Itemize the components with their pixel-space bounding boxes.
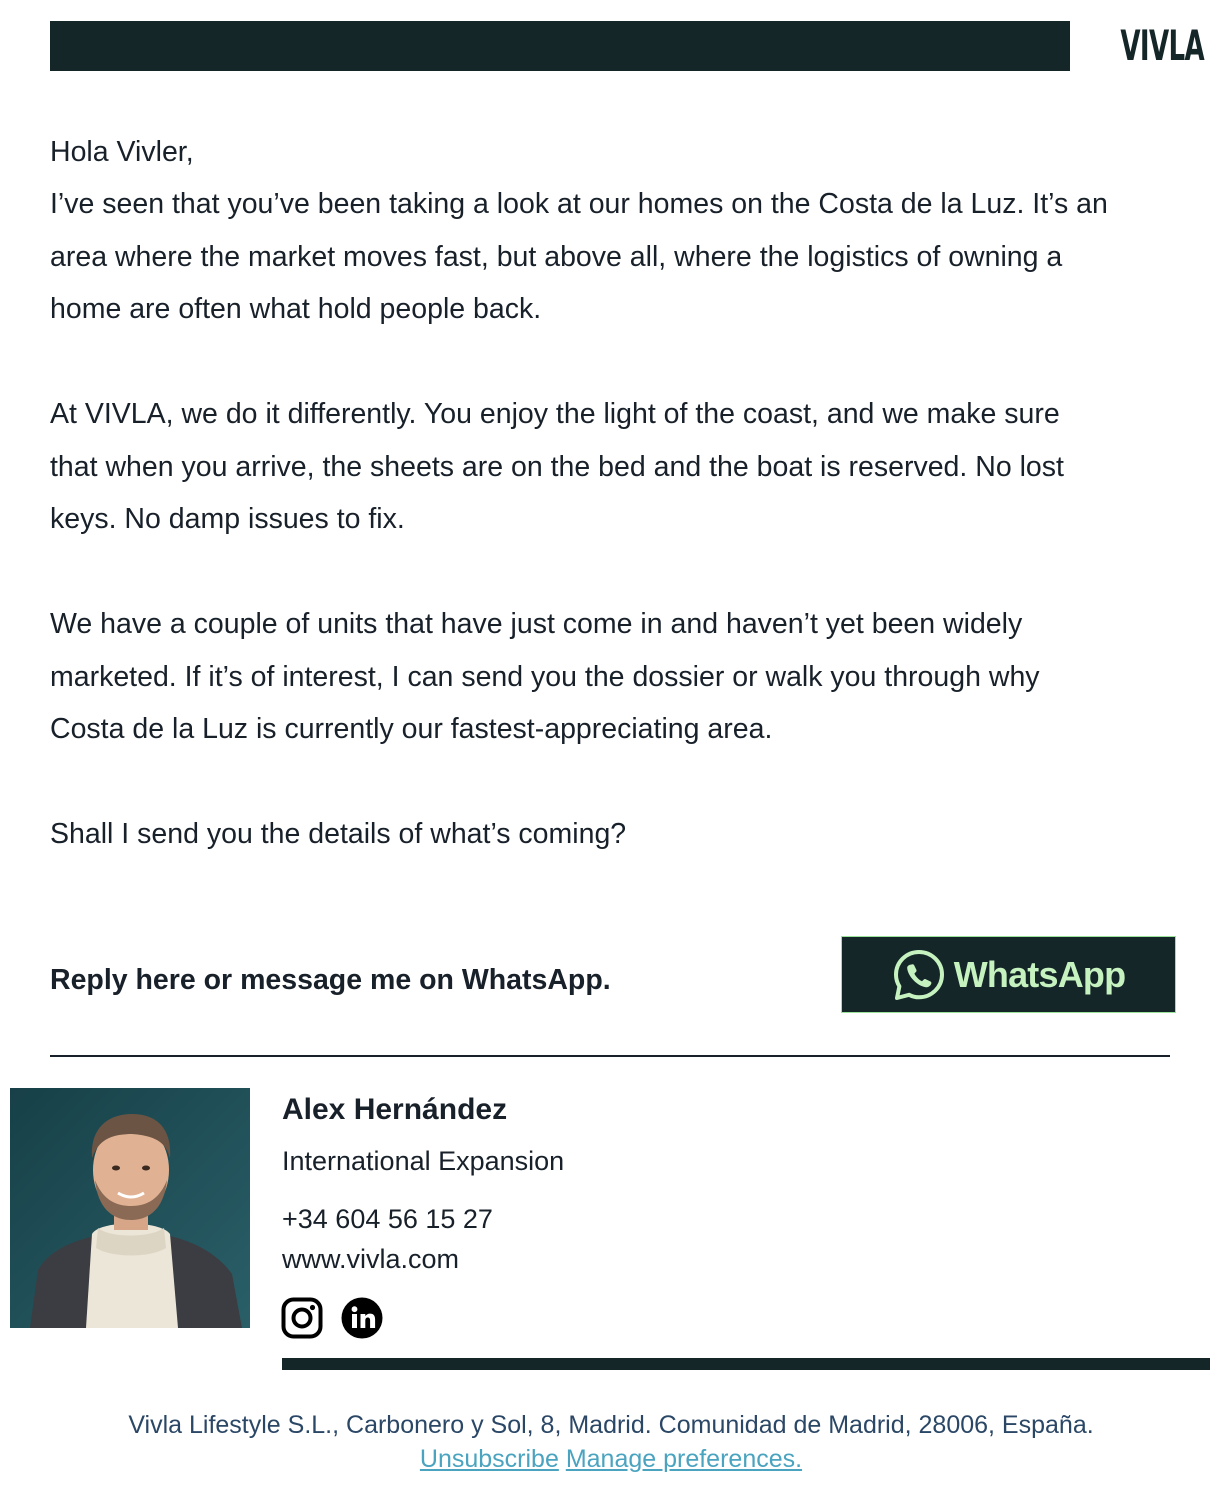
- paragraph-2-line-2: that when you arrive, the sheets are on the bed and the boat is reserved. No lost: [50, 451, 1064, 483]
- reply-cta-text: Reply here or message me on WhatsApp.: [50, 964, 611, 996]
- signature-accent-bar: [282, 1358, 1210, 1370]
- paragraph-2-line-1: At VIVLA, we do it differently. You enjoy the light of the coast, and we make sure: [50, 398, 1060, 430]
- paragraph-3-line-3: Costa de la Luz is currently our fastest-appreciating area.: [50, 713, 773, 745]
- header-bar: [50, 21, 1070, 71]
- signature-phone[interactable]: +34 604 56 15 27: [282, 1204, 493, 1234]
- whatsapp-button-label: WhatsApp: [953, 953, 1126, 995]
- avatar: [10, 1088, 250, 1328]
- signature-role: International Expansion: [282, 1146, 565, 1176]
- whatsapp-button[interactable]: [841, 936, 1176, 1013]
- whatsapp-icon: [892, 948, 946, 1002]
- paragraph-1-line-2: area where the market moves fast, but above all, where the logistics of owning a: [50, 241, 1063, 273]
- linkedin-icon[interactable]: [341, 1297, 383, 1339]
- instagram-icon[interactable]: [281, 1297, 323, 1339]
- vivla-logo[interactable]: VIVLA: [1120, 21, 1205, 70]
- paragraph-3-line-1: We have a couple of units that have just come in and haven’t yet been widely: [50, 608, 1023, 640]
- paragraph-1-line-1: I’ve seen that you’ve been taking a look at our homes on the Costa de la Luz. It’s an: [50, 188, 1108, 220]
- signature-divider: [50, 1055, 1170, 1057]
- signature-website-link[interactable]: www.vivla.com: [282, 1244, 460, 1274]
- closing-question: Shall I send you the details of what’s coming?: [50, 818, 627, 850]
- footer-address: Vivla Lifestyle S.L., Carbonero y Sol, 8, Madrid. Comunidad de Madrid, 28006, España.: [128, 1411, 1094, 1439]
- footer-links: [0, 1440, 1222, 1478]
- signature-name: Alex Hernández: [282, 1093, 508, 1126]
- paragraph-2-line-3: keys. No damp issues to fix.: [50, 503, 405, 535]
- unsubscribe-link[interactable]: Unsubscribe: [419, 1445, 559, 1473]
- greeting: Hola Vivler,: [50, 136, 194, 168]
- paragraph-3-line-2: marketed. If it’s of interest, I can send you the dossier or walk you through why: [50, 661, 1040, 693]
- paragraph-1-line-3: home are often what hold people back.: [50, 293, 542, 325]
- manage-preferences-link[interactable]: Manage preferences.: [565, 1445, 803, 1473]
